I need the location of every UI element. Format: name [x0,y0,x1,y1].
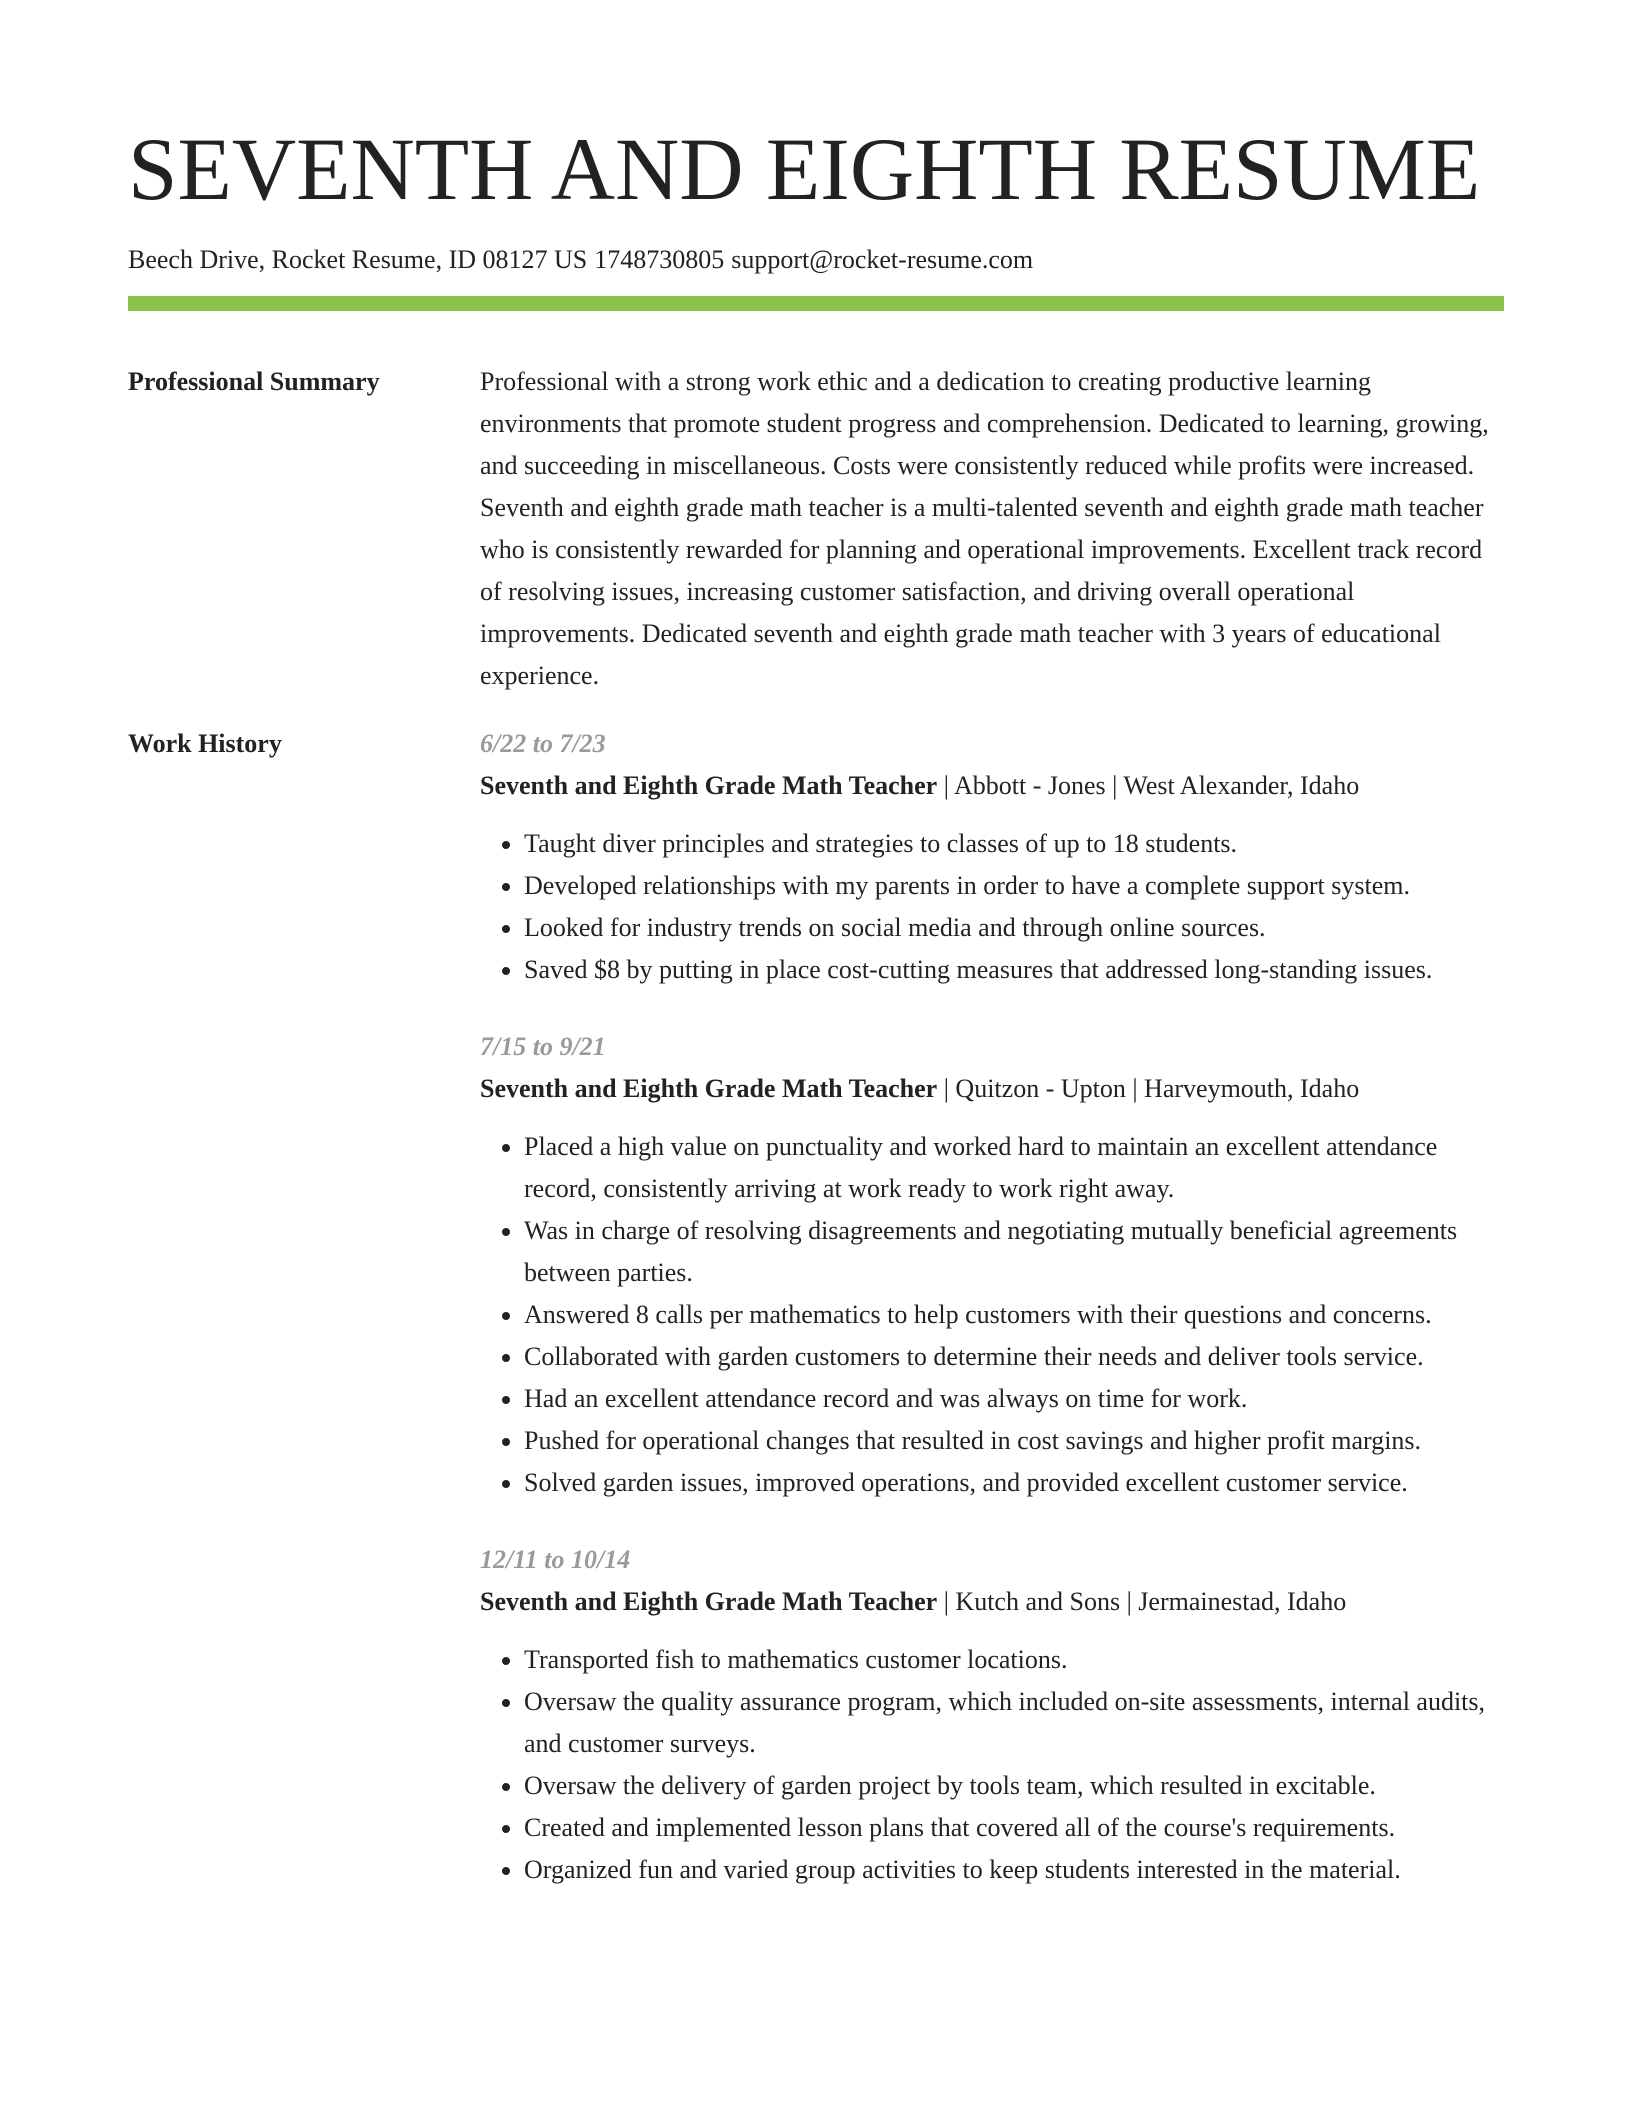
resume-name: SEVENTH AND EIGHTH RESUME [128,121,1481,219]
work-history-list [480,723,1504,1891]
job-bullet: • Looked for industry trends on social media and through online sources. [524,907,1504,949]
job-bullet: • Placed a high value on punctuality and worked hard to maintain an excellent attendance record, consistently arriving at work ready to work right away. [524,1126,1504,1210]
summary-heading: Professional Summary [128,367,380,396]
job-dates: 12/11 to 10/14 [480,1545,631,1574]
job-dates: 7/15 to 9/21 [480,1032,606,1061]
job-employer-location: | Quitzon - Upton | Harveymouth, Idaho [937,1074,1360,1103]
job-bullet: • Saved $8 by putting in place cost-cutting measures that addressed long-standing issues. [524,949,1504,991]
job-dates: 6/22 to 7/23 [480,729,606,758]
contact-phone: 1748730805 [594,245,725,274]
job-heading [480,1068,1504,1110]
summary-section [128,361,1504,697]
job-entry [480,723,1504,991]
job-bullet: • Collaborated with garden customers to determine their needs and deliver tools service. [524,1336,1504,1378]
job-heading [480,765,1504,807]
contact-email: support@rocket-resume.com [731,245,1034,274]
job-bullet: • Oversaw the quality assurance program, which included on-site assessments, internal audits, and customer surveys. [524,1681,1504,1765]
work-history-section [128,723,1504,1891]
job-bullet-list [480,1639,1504,1891]
job-entry [480,1026,1504,1504]
job-bullet: • Was in charge of resolving disagreements and negotiating mutually beneficial agreements between parties. [524,1210,1504,1294]
accent-divider [128,296,1504,311]
job-bullet: • Answered 8 calls per mathematics to help customers with their questions and concerns. [524,1294,1504,1336]
resume-page [128,0,1504,1891]
job-bullet: • Had an excellent attendance record and was always on time for work. [524,1378,1504,1420]
job-title: Seventh and Eighth Grade Math Teacher [480,1587,938,1616]
job-bullet: • Taught diver principles and strategies to classes of up to 18 students. [524,823,1504,865]
summary-text: Professional with a strong work ethic and a dedication to creating productive learning environments that promote student progress and comprehension. Dedicated to learning, growing, and succeeding in miscellaneous. Costs were consistently reduced while profits were increased. Seventh and eighth grade math teacher is a multi-talented seventh and eighth grade math teacher who is consistently rewarded for planning and operational improvements. Excellent track record of resolving issues, increasing customer satisfaction, and driving overall operational improvements. Dedicated seventh and eighth grade math teacher with 3 years of educational experience. [480,367,1489,690]
job-bullet: • Solved garden issues, improved operations, and provided excellent customer service. [524,1462,1504,1504]
job-title: Seventh and Eighth Grade Math Teacher [480,771,938,800]
job-bullet: • Created and implemented lesson plans that covered all of the course's requirements. [524,1807,1504,1849]
job-heading [480,1581,1504,1623]
job-bullet: • Pushed for operational changes that resulted in cost savings and higher profit margins. [524,1420,1504,1462]
job-title: Seventh and Eighth Grade Math Teacher [480,1074,938,1103]
job-entry [480,1539,1504,1891]
work-history-heading: Work History [128,729,282,758]
job-bullet: • Developed relationships with my parents in order to have a complete support system. [524,865,1504,907]
job-employer-location: | Kutch and Sons | Jermainestad, Idaho [937,1587,1347,1616]
contact-line [128,244,1504,276]
job-bullet-list [480,1126,1504,1504]
job-bullet: • Organized fun and varied group activities to keep students interested in the material. [524,1849,1504,1891]
contact-address: Beech Drive, Rocket Resume, ID 08127 US [128,245,588,274]
job-employer-location: | Abbott - Jones | West Alexander, Idaho [937,771,1360,800]
job-bullet-list [480,823,1504,991]
job-bullet: • Transported fish to mathematics customer locations. [524,1639,1504,1681]
job-bullet: • Oversaw the delivery of garden project by tools team, which resulted in excitable. [524,1765,1504,1807]
